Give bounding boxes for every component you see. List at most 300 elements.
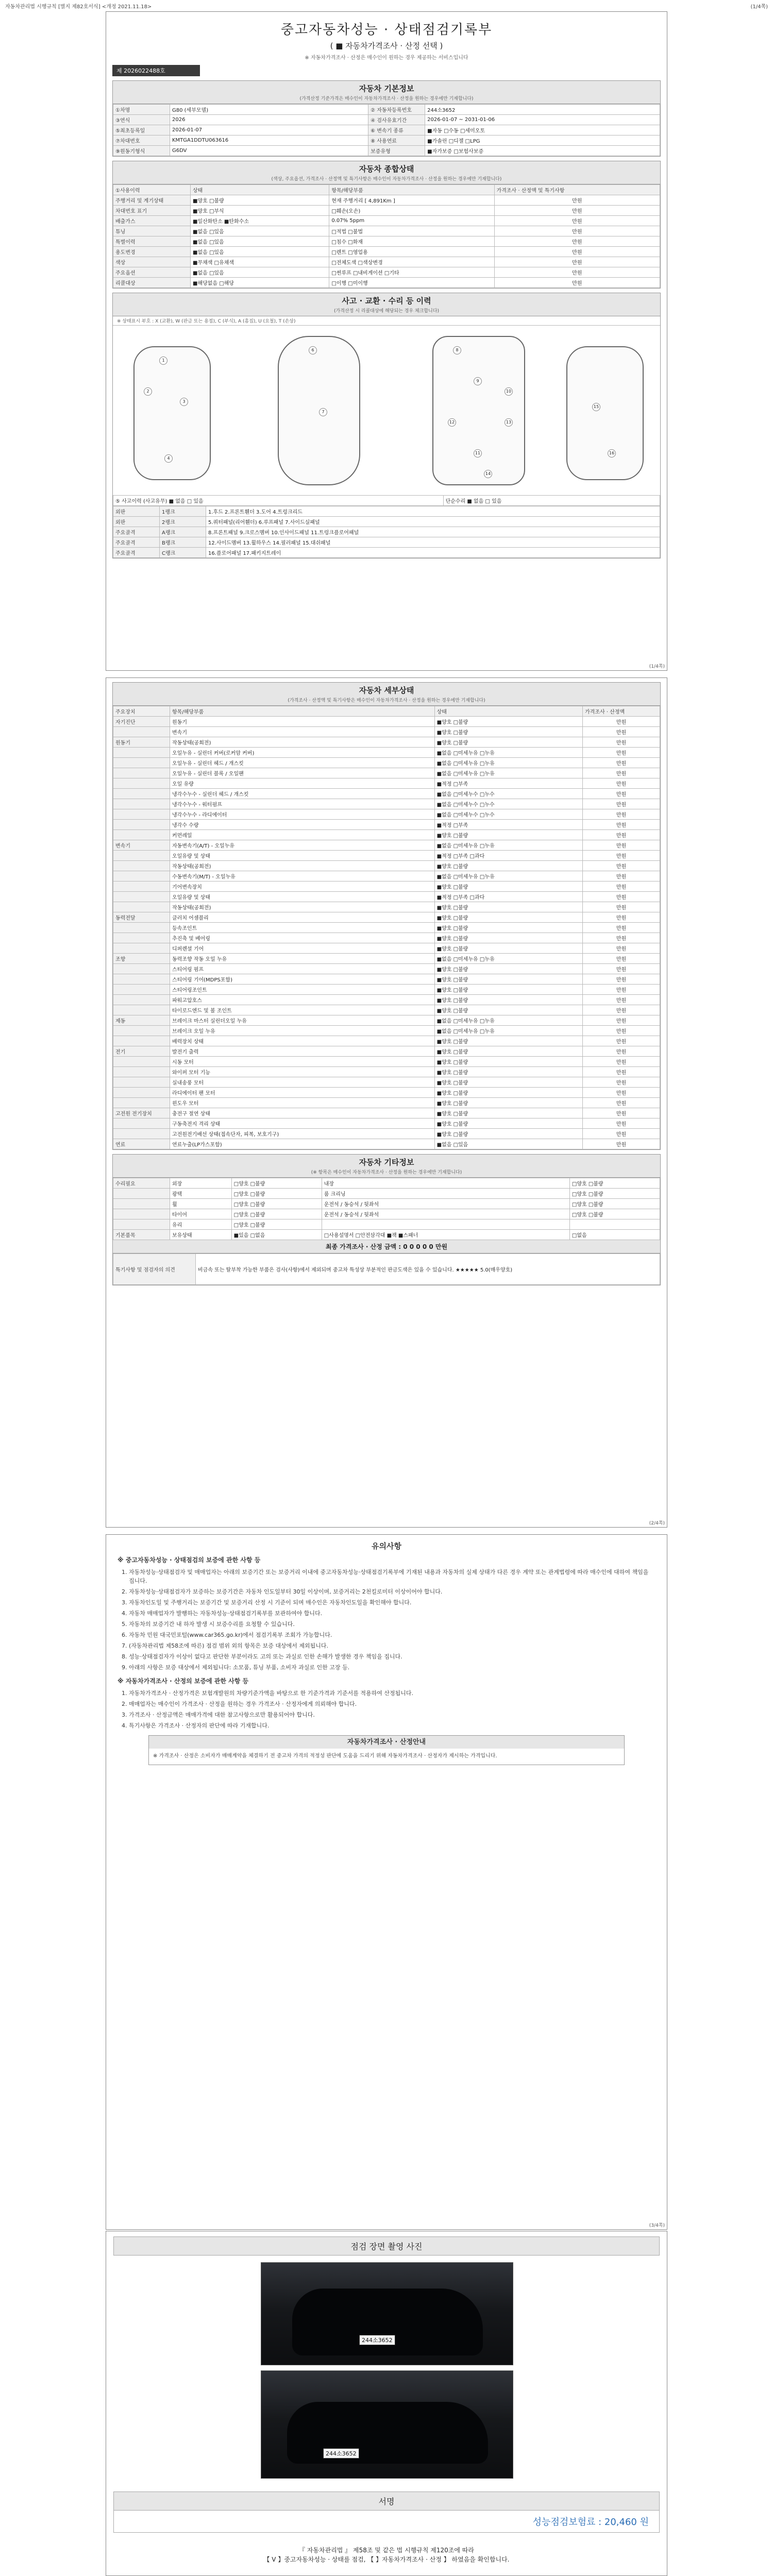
detail-item: 스티어링조인트 xyxy=(170,985,435,995)
detail-status: ■양호 □불량 xyxy=(434,1088,582,1098)
detail-status-title: 자동차 세부상태 xyxy=(359,686,414,695)
detail-row xyxy=(113,1108,660,1118)
detail-row xyxy=(113,1129,660,1139)
detail-item: 추진축 및 베어링 xyxy=(170,933,435,943)
overall-header: 상태 xyxy=(191,185,329,195)
detail-price: 만원 xyxy=(583,974,660,985)
detail-price: 만원 xyxy=(583,799,660,809)
overall-item-value: ■무채색 □유채색 xyxy=(191,257,329,267)
panel-rank-label: A랭크 xyxy=(160,527,206,537)
detail-header: 가격조사 · 산정액 xyxy=(583,706,660,717)
other-info-table xyxy=(113,1178,660,1240)
overall-item-label: 특별이력 xyxy=(113,236,191,247)
basic-info-value: 2026 xyxy=(170,115,368,125)
detail-device xyxy=(113,1005,170,1015)
detail-device xyxy=(113,943,170,954)
detail-item: 오일유량 및 상태 xyxy=(170,892,435,902)
overall-status-desc: (색상, 주요옵션, 가격조사 · 산정액 및 특기사항은 매수인이 자동차가격조사 · 산정을 원하는 경우에만 기재합니다) xyxy=(271,177,502,182)
overall-item-value: ■없음 □있음 xyxy=(191,267,329,278)
basic-info-value: KMTGA1DDTU063616 xyxy=(170,135,368,146)
damage-point-marker: 2 xyxy=(144,387,152,396)
detail-device xyxy=(113,923,170,933)
basic-info-row xyxy=(113,125,660,135)
detail-row xyxy=(113,1118,660,1129)
basic-info-value: G6DV xyxy=(170,146,368,156)
detail-device: 변속기 xyxy=(113,840,170,851)
detail-item: 자동변속기(A/T) - 오일누유 xyxy=(170,840,435,851)
final-price: 최종 가격조사 · 산정 금액 : 0 0 0 0 0 만원 xyxy=(113,1240,660,1253)
detail-status: ■없음 □미세누유 □누유 xyxy=(434,748,582,758)
detail-row xyxy=(113,758,660,768)
panel-rank-label: 1랭크 xyxy=(160,506,206,517)
document-subtitle: ( ■ 자동차가격조사 · 산정 선택 ) xyxy=(330,41,443,50)
overall-item-value: □이행 □미이행 xyxy=(329,278,494,288)
basic-info-label: 보증유형 xyxy=(368,146,425,156)
basic-info-row xyxy=(113,146,660,156)
detail-item: 오일 유량 xyxy=(170,778,435,789)
detail-status-section xyxy=(112,682,661,1150)
other-info-category: 기본품목 xyxy=(113,1230,170,1240)
detail-device: 전기 xyxy=(113,1046,170,1057)
detail-status: ■양호 □불량 xyxy=(434,943,582,954)
detail-status: ■없음 □미세누유 □누유 xyxy=(434,1026,582,1036)
detail-price: 만원 xyxy=(583,1046,660,1057)
detail-device xyxy=(113,1129,170,1139)
detail-price: 만원 xyxy=(583,1108,660,1118)
detail-device xyxy=(113,789,170,799)
accident-result: ⑤ 사고이력 (사고유무) ■ 없음 □ 있음 xyxy=(113,496,444,506)
basic-info-value: 244소3652 xyxy=(425,105,660,115)
detail-item: 스티어링 기어(MDPS포함) xyxy=(170,974,435,985)
other-info-cell: □양호 □불량 xyxy=(569,1199,660,1209)
detail-item: 등속조인트 xyxy=(170,923,435,933)
detail-item: 실내송풍 모터 xyxy=(170,1077,435,1088)
notes-item: 5. 자동차의 보증기간 내 하자 발생 시 보증수리를 요청할 수 있습니다. xyxy=(129,1620,656,1629)
detail-item: 냉각수누수 - 실린더 헤드 / 개스킷 xyxy=(170,789,435,799)
detail-item: 작동상태(공회전) xyxy=(170,902,435,912)
overall-item-value: ■양호 □부식 xyxy=(191,206,329,216)
notes-list-1 xyxy=(117,1568,656,1672)
detail-device xyxy=(113,1088,170,1098)
inspection-photo-rear xyxy=(261,2370,513,2479)
overall-item-label: 튜닝 xyxy=(113,226,191,236)
basic-info-desc: (가격산정 기준가격은 매수인이 자동차가격조사 · 산정을 원하는 경우에만 기재합니다) xyxy=(299,96,474,101)
panel-rank-parts: 5.쿼터패널(리어휀더) 6.루프패널 7.사이드실패널 xyxy=(206,517,660,527)
detail-item: 파워고압호스 xyxy=(170,995,435,1005)
damage-point-marker: 16 xyxy=(608,449,616,457)
detail-row xyxy=(113,809,660,820)
other-info-cell: □양호 □불량 xyxy=(569,1178,660,1189)
notes-heading-1: ※ 중고자동차성능 · 상태점검의 보증에 관한 사항 등 xyxy=(117,1556,261,1564)
confirmation-statement xyxy=(113,2546,660,2564)
detail-status: ■없음 □미세누유 □누유 xyxy=(434,1015,582,1026)
damage-point-marker: 10 xyxy=(505,387,513,396)
overall-row xyxy=(113,195,660,206)
damage-point-marker: 9 xyxy=(474,377,482,385)
detail-price: 만원 xyxy=(583,943,660,954)
notes-item: 3. 자동차인도일 및 주행거리는 보증기간 및 보증거리 산정 시 기준이 되며 매수인은 자동차인도일을 확인해야 합니다. xyxy=(129,1598,656,1607)
other-info-cell: 룸 크리닝 xyxy=(322,1189,569,1199)
detail-price: 만원 xyxy=(583,954,660,964)
overall-item-value: □전체도색 □색상변경 xyxy=(329,257,494,267)
detail-status: ■양호 □불량 xyxy=(434,912,582,923)
overall-item-value: 만원 xyxy=(494,257,660,267)
detail-row xyxy=(113,851,660,861)
other-info-desc: (※ 항목은 매수인이 자동차가격조사 · 산정을 원하는 경우에만 기재합니다) xyxy=(311,1170,462,1175)
other-info-cell: ■있음 □없음 xyxy=(231,1230,322,1240)
overall-row xyxy=(113,267,660,278)
insurance-fee: 성능점검보험료 : 20,460 원 xyxy=(532,2517,649,2528)
notes-item: 2. 자동차성능·상태점검자가 보증하는 보증기간은 자동차 인도일부터 30일 이상이며, 보증거리는 2천킬로미터 이상이어야 합니다. xyxy=(129,1587,656,1596)
detail-device xyxy=(113,809,170,820)
other-info-cell: □양호 □불량 xyxy=(569,1209,660,1219)
other-info-cell: □사용설명서 □안전삼각대 ■잭 ■스패너 xyxy=(322,1230,569,1240)
detail-status: ■양호 □불량 xyxy=(434,902,582,912)
inspector-opinion: 비금속 또는 탈부착 가능한 부품은 검사(사항)에서 제외되며 중고차 특성상 부분적인 판금도색은 있을 수 있습니다. ★★★★★ 5.0(매우양호) xyxy=(196,1254,660,1285)
detail-status: ■양호 □불량 xyxy=(434,1108,582,1118)
detail-device xyxy=(113,882,170,892)
detail-status: ■양호 □불량 xyxy=(434,1036,582,1046)
other-info-cell: □양호 □불량 xyxy=(231,1199,322,1209)
accident-history-title: 사고 · 교환 · 수리 등 이력 xyxy=(342,296,431,306)
detail-item: 오일누유 - 실린더 헤드 / 개스킷 xyxy=(170,758,435,768)
overall-item-value: □훼손(오손) xyxy=(329,206,494,216)
detail-row xyxy=(113,912,660,923)
detail-status: ■적정 □부족 xyxy=(434,778,582,789)
form-reference: 자동차관리법 시행규칙 [별지 제82호서식] <개정 2021.11.18> xyxy=(5,4,152,10)
other-info-cell: 광택 xyxy=(170,1189,232,1199)
detail-row xyxy=(113,1057,660,1067)
detail-device: 조향 xyxy=(113,954,170,964)
detail-item: 작동상태(공회전) xyxy=(170,861,435,871)
basic-info-label: ③연식 xyxy=(113,115,170,125)
detail-item: 오일유량 및 상태 xyxy=(170,851,435,861)
other-info-section xyxy=(112,1154,661,1285)
detail-row xyxy=(113,789,660,799)
overall-item-value: □썬루프 □내비게이션 □기타 xyxy=(329,267,494,278)
detail-price: 만원 xyxy=(583,1077,660,1088)
overall-item-value: 만원 xyxy=(494,247,660,257)
document-header xyxy=(106,12,667,61)
basic-info-label: ④ 검사유효기간 xyxy=(368,115,425,125)
panel-rank-label: C랭크 xyxy=(160,548,206,558)
detail-price: 만원 xyxy=(583,912,660,923)
basic-info-row xyxy=(113,135,660,146)
detail-price: 만원 xyxy=(583,1129,660,1139)
detail-row xyxy=(113,882,660,892)
basic-info-label: ⑤최초등록일 xyxy=(113,125,170,135)
basic-info-label: ⑦차대번호 xyxy=(113,135,170,146)
detail-device xyxy=(113,778,170,789)
detail-price: 만원 xyxy=(583,778,660,789)
detail-row xyxy=(113,964,660,974)
detail-price: 만원 xyxy=(583,933,660,943)
overall-row xyxy=(113,216,660,226)
basic-info-row xyxy=(113,105,660,115)
detail-status: ■양호 □불량 xyxy=(434,1077,582,1088)
damage-point-marker: 15 xyxy=(592,403,600,411)
detail-item: 오일누유 - 실린더 블록 / 오일팬 xyxy=(170,768,435,778)
other-info-category xyxy=(113,1209,170,1219)
detail-item: 클러치 어셈블리 xyxy=(170,912,435,923)
detail-item: 동력조향 작동 오일 누유 xyxy=(170,954,435,964)
overall-item-label: 색상 xyxy=(113,257,191,267)
detail-status: ■양호 □불량 xyxy=(434,964,582,974)
basic-info-value: ■자동 □수동 □세미오토 xyxy=(425,125,660,135)
basic-info-row xyxy=(113,115,660,125)
damage-point-marker: 1 xyxy=(159,357,167,365)
detail-status: ■양호 □불량 xyxy=(434,717,582,727)
detail-device xyxy=(113,1036,170,1046)
overall-row xyxy=(113,278,660,288)
other-info-title: 자동차 기타정보 xyxy=(359,1158,414,1167)
detail-price: 만원 xyxy=(583,892,660,902)
detail-price: 만원 xyxy=(583,768,660,778)
notes-item: 3. 가격조사 · 산정금액은 매매가격에 대한 참고사항으로만 활용되어야 합니다. xyxy=(129,1710,656,1719)
detail-status: ■없음 □미세누수 □누수 xyxy=(434,799,582,809)
overall-item-value: 만원 xyxy=(494,195,660,206)
panel-rank-label: B랭크 xyxy=(160,537,206,548)
signature-section xyxy=(113,2492,660,2533)
page-1 xyxy=(106,11,667,671)
detail-item: 윈도우 모터 xyxy=(170,1098,435,1108)
car-front-shape xyxy=(292,2289,483,2355)
detail-status: ■없음 □미세누수 □누수 xyxy=(434,809,582,820)
overall-item-value: ■양호 □불량 xyxy=(191,195,329,206)
panel-rank-row xyxy=(113,537,660,548)
detail-item: 브레이크 오일 누유 xyxy=(170,1026,435,1036)
detail-price: 만원 xyxy=(583,789,660,799)
detail-row xyxy=(113,840,660,851)
detail-status: ■양호 □불량 xyxy=(434,861,582,871)
detail-device xyxy=(113,768,170,778)
detail-device xyxy=(113,1077,170,1088)
car-outline-frame xyxy=(432,336,525,485)
detail-item: 시동 모터 xyxy=(170,1057,435,1067)
detail-item: 냉각수누수 - 라디에이터 xyxy=(170,809,435,820)
detail-device xyxy=(113,964,170,974)
detail-status: ■양호 □불량 xyxy=(434,933,582,943)
overall-header: ①사용이력 xyxy=(113,185,191,195)
license-plate-1: 244소3652 xyxy=(359,2335,395,2345)
overall-item-value: 만원 xyxy=(494,267,660,278)
detail-status: ■양호 □불량 xyxy=(434,1046,582,1057)
overall-item-value: □적법 □불법 xyxy=(329,226,494,236)
panel-rank-label: 주요골격 xyxy=(113,527,160,537)
basic-info-label: ⑥ 변속기 종류 xyxy=(368,125,425,135)
notes-item: 1. 자동차가격조사 · 산정가격은 보험개발원의 차량기준가액을 바탕으로 한 기준가격과 기준서를 적용하여 산정됩니다. xyxy=(129,1689,656,1698)
detail-item: 냉각수누수 - 워터펌프 xyxy=(170,799,435,809)
detail-device xyxy=(113,1067,170,1077)
detail-status: ■양호 □불량 xyxy=(434,974,582,985)
other-info-cell: 휠 xyxy=(170,1199,232,1209)
overall-item-value: ■없음 □있음 xyxy=(191,226,329,236)
page-indicator: (1/4쪽) xyxy=(750,4,768,10)
detail-price: 만원 xyxy=(583,1098,660,1108)
other-info-cell: □양호 □불량 xyxy=(231,1219,322,1230)
notes-title: 유의사항 xyxy=(372,1541,401,1551)
basic-info-label: ①차명 xyxy=(113,105,170,115)
overall-item-label: 주행거리 및 계기상태 xyxy=(113,195,191,206)
panel-rank-label: 주요골격 xyxy=(113,548,160,558)
damage-point-marker: 4 xyxy=(164,454,173,463)
price-guide-title: 자동차가격조사 · 산정안내 xyxy=(149,1736,624,1749)
damage-point-marker: 13 xyxy=(505,418,513,427)
price-guide-box xyxy=(148,1735,625,1765)
overall-item-value: ■없음 □있음 xyxy=(191,236,329,247)
detail-device xyxy=(113,851,170,861)
damage-point-marker: 6 xyxy=(309,346,317,354)
detail-device xyxy=(113,902,170,912)
detail-price: 만원 xyxy=(583,1067,660,1077)
other-info-cell xyxy=(569,1219,660,1230)
detail-price: 만원 xyxy=(583,1036,660,1046)
detail-device xyxy=(113,995,170,1005)
detail-status: ■양호 □불량 xyxy=(434,1067,582,1077)
panel-rank-parts: 12.사이드멤버 13.휠하우스 14.필러패널 15.대쉬패널 xyxy=(206,537,660,548)
detail-status: ■적정 □부족 xyxy=(434,820,582,830)
detail-row xyxy=(113,1015,660,1026)
page-3 xyxy=(106,1534,667,2230)
page-number-3: (3/4쪽) xyxy=(649,2223,665,2228)
detail-row xyxy=(113,1026,660,1036)
other-info-category: 수리필요 xyxy=(113,1178,170,1189)
notes-item: 2. 매매업자는 매수인이 가격조사 · 산정을 원하는 경우 가격조사 · 산정자에게 의뢰해야 합니다. xyxy=(129,1700,656,1708)
detail-row xyxy=(113,995,660,1005)
panel-rank-row xyxy=(113,527,660,537)
top-bar xyxy=(0,0,773,11)
basic-info-value: G80 (세부모델) xyxy=(170,105,368,115)
detail-row xyxy=(113,1005,660,1015)
detail-price: 만원 xyxy=(583,758,660,768)
detail-price: 만원 xyxy=(583,882,660,892)
damage-point-marker: 11 xyxy=(474,449,482,457)
panel-rank-row xyxy=(113,506,660,517)
detail-device: 자기진단 xyxy=(113,717,170,727)
detail-device: 고전원 전기장치 xyxy=(113,1108,170,1118)
detail-price: 만원 xyxy=(583,861,660,871)
other-info-cell xyxy=(322,1219,569,1230)
detail-row xyxy=(113,892,660,902)
notes-section xyxy=(106,1535,667,1775)
other-info-cell: 내장 xyxy=(322,1178,569,1189)
detail-price: 만원 xyxy=(583,820,660,830)
detail-status: ■양호 □불량 xyxy=(434,882,582,892)
other-info-row xyxy=(113,1219,660,1230)
simple-repair-result: 단순수리 ■ 없음 □ 있음 xyxy=(443,496,660,506)
detail-row xyxy=(113,799,660,809)
page-2 xyxy=(106,677,667,1528)
detail-item: 냉각수 수량 xyxy=(170,820,435,830)
overall-item-value: 0.07% 5ppm xyxy=(329,216,494,226)
detail-price: 만원 xyxy=(583,1015,660,1026)
accident-history-desc: (가격산정 시 리콜대상에 해당되는 경우 체크합니다) xyxy=(334,309,439,314)
detail-price: 만원 xyxy=(583,1139,660,1149)
accident-result-table xyxy=(113,495,660,506)
detail-status: ■없음 □미세누유 □누유 xyxy=(434,954,582,964)
panel-rank-row xyxy=(113,548,660,558)
detail-price: 만원 xyxy=(583,717,660,727)
notes-list-2 xyxy=(117,1689,656,1730)
detail-row xyxy=(113,923,660,933)
detail-row xyxy=(113,1139,660,1149)
other-info-row xyxy=(113,1209,660,1219)
basic-info-label: ② 자동차등록번호 xyxy=(368,105,425,115)
panel-rank-parts: 8.프론트패널 9.크로스멤버 10.인사이드패널 11.트렁크플로어패널 xyxy=(206,527,660,537)
detail-status: ■없음 □미세누유 □누유 xyxy=(434,758,582,768)
other-info-cell: □양호 □불량 xyxy=(231,1178,322,1189)
detail-device xyxy=(113,820,170,830)
detail-item: 오일누유 - 실린더 커버(로커암 커버) xyxy=(170,748,435,758)
basic-info-table xyxy=(113,104,660,156)
detail-item: 원동기 xyxy=(170,717,435,727)
detail-row xyxy=(113,1046,660,1057)
detail-status: ■없음 □미세누유 □누유 xyxy=(434,840,582,851)
car-outline-right xyxy=(566,346,644,480)
detail-device xyxy=(113,799,170,809)
status-symbol-legend: ※ 상태표시 부호 : X (교환), W (판금 또는 용접), C (부식), A (흠집), U (요철), T (손상) xyxy=(117,319,296,324)
detail-row xyxy=(113,778,660,789)
other-info-cell: 운전석 / 동승석 / 뒷좌석 xyxy=(322,1199,569,1209)
signature-title: 서명 xyxy=(114,2492,659,2511)
other-info-cell: 외장 xyxy=(170,1178,232,1189)
detail-device xyxy=(113,985,170,995)
detail-device xyxy=(113,758,170,768)
detail-row xyxy=(113,1098,660,1108)
detail-status: ■양호 □불량 xyxy=(434,737,582,748)
overall-row xyxy=(113,206,660,216)
detail-row xyxy=(113,985,660,995)
detail-item: 변속기 xyxy=(170,727,435,737)
overall-item-value: 만원 xyxy=(494,226,660,236)
detail-device xyxy=(113,933,170,943)
detail-row xyxy=(113,830,660,840)
detail-device xyxy=(113,892,170,902)
basic-info-value: ■자가보증 □보험사보증 xyxy=(425,146,660,156)
detail-device xyxy=(113,748,170,758)
panel-rank-label: 2랭크 xyxy=(160,517,206,527)
detail-row xyxy=(113,974,660,985)
detail-status-table xyxy=(113,706,660,1149)
detail-item: 와이퍼 모터 기능 xyxy=(170,1067,435,1077)
overall-item-value: ■일산화탄소 ■탄화수소 xyxy=(191,216,329,226)
other-info-row xyxy=(113,1199,660,1209)
detail-row xyxy=(113,933,660,943)
car-damage-diagram xyxy=(113,325,660,495)
detail-device: 원동기 xyxy=(113,737,170,748)
other-info-category xyxy=(113,1219,170,1230)
detail-item: 구동축전지 격리 상태 xyxy=(170,1118,435,1129)
detail-status: ■양호 □불량 xyxy=(434,830,582,840)
detail-item: 고전원전기배선 상태(접속단자, 피복, 보호기구) xyxy=(170,1129,435,1139)
basic-info-value: 2026-01-07 xyxy=(170,125,368,135)
detail-row xyxy=(113,1036,660,1046)
damage-point-marker: 7 xyxy=(319,408,327,416)
detail-item: 브레이크 마스터 실린더오일 누유 xyxy=(170,1015,435,1026)
other-info-cell: 운전석 / 동승석 / 뒷좌석 xyxy=(322,1209,569,1219)
detail-status: ■양호 □불량 xyxy=(434,1118,582,1129)
detail-status-desc: (가격조사 · 산정액 및 특기사항은 매수인이 자동차가격조사 · 산정을 원하는 경우에만 기재합니다) xyxy=(288,698,485,703)
overall-item-value: □렌트 □영업용 xyxy=(329,247,494,257)
basic-info-label: ⑨원동기형식 xyxy=(113,146,170,156)
detail-device xyxy=(113,1026,170,1036)
detail-price: 만원 xyxy=(583,1118,660,1129)
detail-item: 기어변속장치 xyxy=(170,882,435,892)
detail-item: 발전기 출력 xyxy=(170,1046,435,1057)
overall-status-section xyxy=(112,161,661,289)
overall-header: 항목/해당부품 xyxy=(329,185,494,195)
detail-status: ■양호 □불량 xyxy=(434,1098,582,1108)
